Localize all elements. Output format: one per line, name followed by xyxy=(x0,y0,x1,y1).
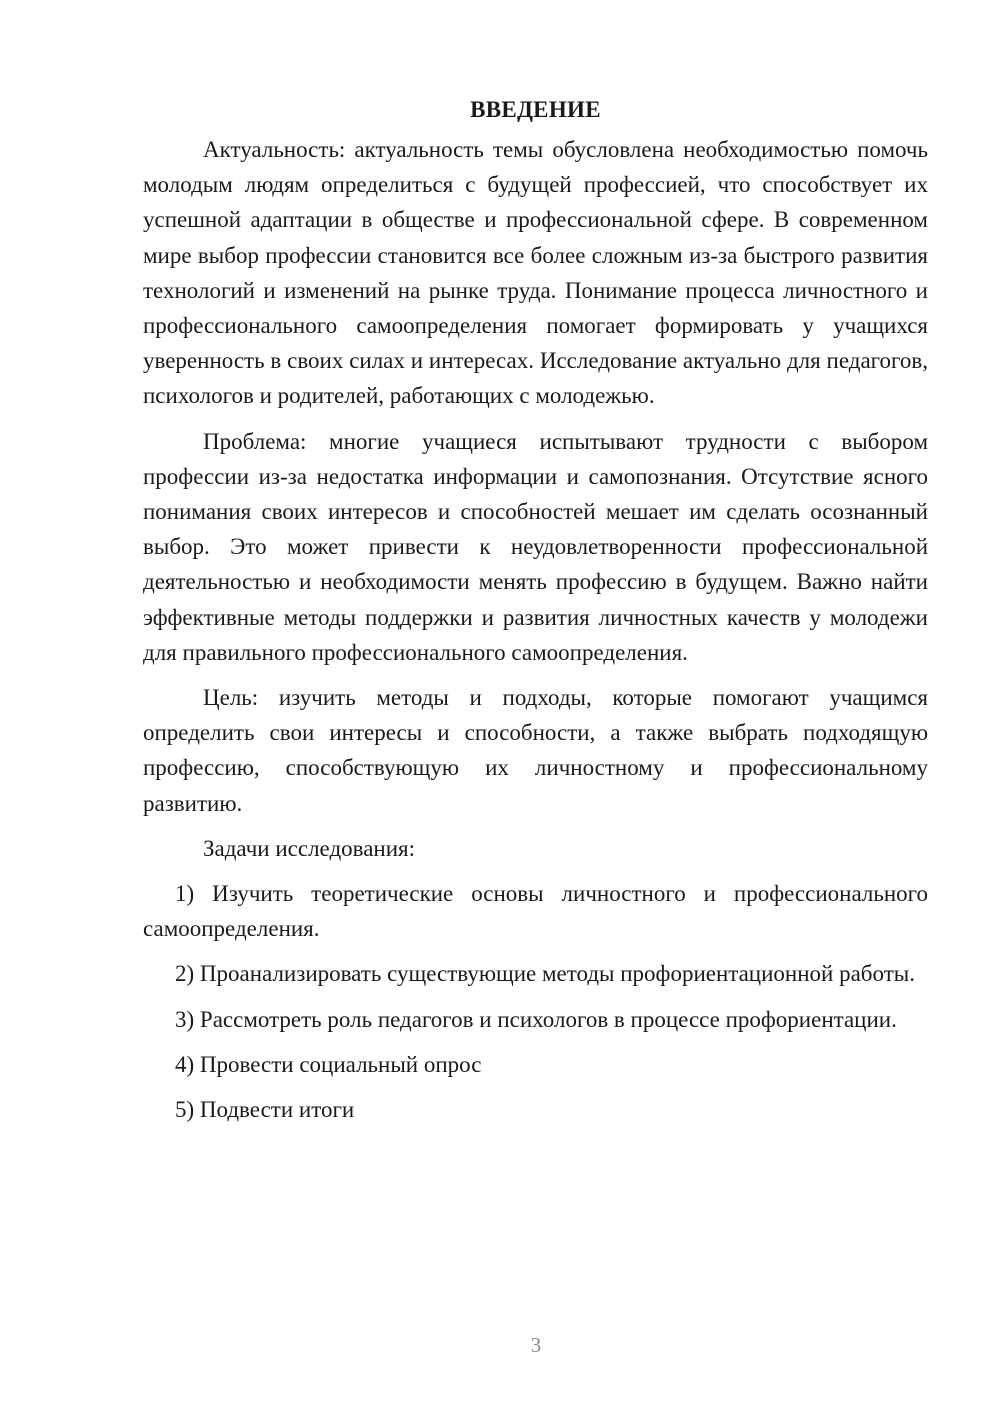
task-item-3: 3) Рассмотреть роль педагогов и психологов в процессе профориентации. xyxy=(175,1006,897,1032)
document-page xyxy=(143,92,928,1137)
paragraph-relevance: Актуальность: актуальность темы обусловлена необходимостью помочь молодым людям определиться с будущей профессией, что способствует их успешной адаптации в обществе и профессиональной сфере. В современном мире выбор профессии становится все более сложным из-за быстрого развития технологий и изменений на рынке труда. Понимание процесса личностного и профессионального самоопределения помогает формировать у учащихся уверенность в своих силах и интересах. Исследование актуально для педагогов, психологов и родителей, работающих с молодежью. xyxy=(143,137,928,409)
page-title: ВВЕДЕНИЕ xyxy=(470,97,601,122)
page-number: 3 xyxy=(530,1333,542,1357)
task-item-4: 4) Провести социальный опрос xyxy=(175,1051,482,1077)
paragraph-goal: Цель: изучить методы и подходы, которые помогают учащимся определить свои интересы и способности, а также выбрать подходящую профессию, способствующую их личностному и профессиональному развитию. xyxy=(143,685,928,816)
tasks-title: Задачи исследования: xyxy=(203,835,416,861)
task-item-5: 5) Подвести итоги xyxy=(175,1097,355,1123)
paragraph-problem: Проблема: многие учащиеся испытывают трудности с выбором профессии из-за недостатка информации и самопознания. Отсутствие ясного понимания своих интересов и способностей мешает им сделать осознанный выбор. Это может привести к неудовлетворенности профессиональной деятельностью и необходимости менять профессию в будущем. Важно найти эффективные методы поддержки и развития личностных качеств у молодежи для правильного профессионального самоопределения. xyxy=(143,428,928,665)
task-item-1: 1) Изучить теоретические основы личностного и профессионального самоопределения. xyxy=(143,881,928,942)
task-item-2: 2) Проанализировать существующие методы профориентационной работы. xyxy=(175,961,915,987)
